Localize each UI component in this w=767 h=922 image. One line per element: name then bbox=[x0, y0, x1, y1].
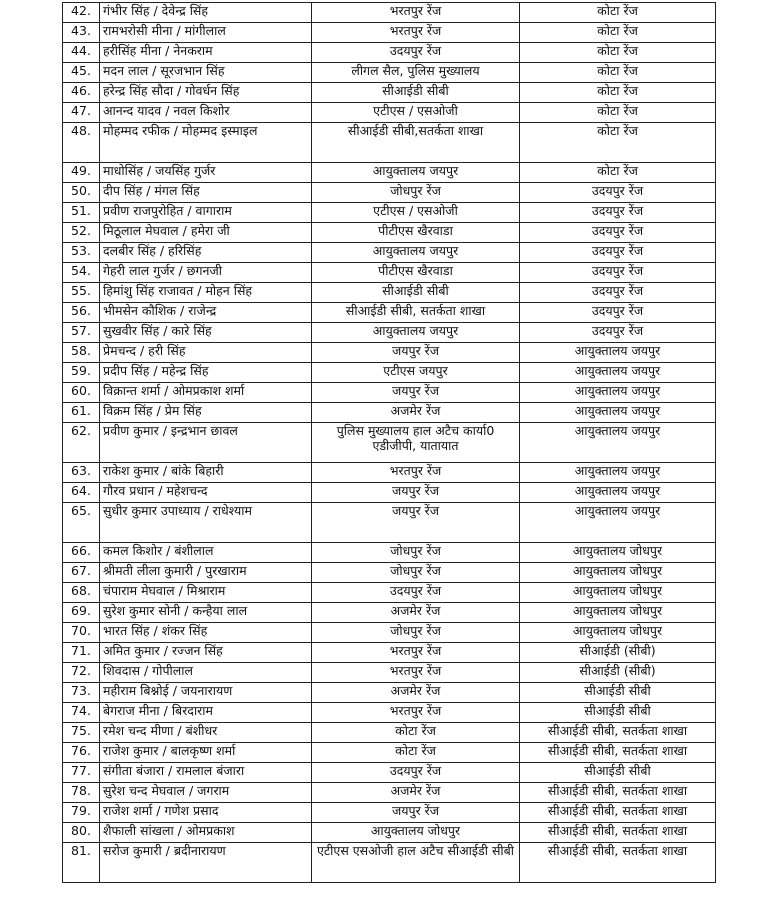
to-posting: कोटा रेंज bbox=[520, 163, 716, 183]
row-number: 79. bbox=[63, 803, 100, 823]
row-number: 50. bbox=[63, 183, 100, 203]
table-row bbox=[63, 3, 716, 23]
to-posting: उदयपुर रेंज bbox=[520, 263, 716, 283]
employee-name: भीमसेन कौशिक / राजेन्द्र bbox=[100, 303, 312, 323]
row-number: 71. bbox=[63, 643, 100, 663]
row-number: 74. bbox=[63, 703, 100, 723]
to-posting: सीआईडी सीबी, सतर्कता शाखा bbox=[520, 823, 716, 843]
to-posting: सीआईडी सीबी bbox=[520, 703, 716, 723]
table-row bbox=[63, 643, 716, 663]
row-number: 66. bbox=[63, 543, 100, 563]
employee-name: हरेन्द्र सिंह सौदा / गोवर्धन सिंह bbox=[100, 83, 312, 103]
from-posting: भरतपुर रेंज bbox=[312, 703, 520, 723]
employee-name: आनन्द यादव / नवल किशोर bbox=[100, 103, 312, 123]
row-number: 81. bbox=[63, 843, 100, 883]
table-row bbox=[63, 483, 716, 503]
table-row bbox=[63, 723, 716, 743]
table-row bbox=[63, 803, 716, 823]
employee-name: भारत सिंह / शंकर सिंह bbox=[100, 623, 312, 643]
to-posting: उदयपुर रेंज bbox=[520, 283, 716, 303]
table-row bbox=[63, 163, 716, 183]
to-posting: आयुक्तालय जोधपुर bbox=[520, 583, 716, 603]
row-number: 56. bbox=[63, 303, 100, 323]
table-row bbox=[63, 743, 716, 763]
employee-name: संगीता बंजारा / रामलाल बंजारा bbox=[100, 763, 312, 783]
table-row bbox=[63, 283, 716, 303]
employee-name: दलबीर सिंह / हरिसिंह bbox=[100, 243, 312, 263]
to-posting: आयुक्तालय जयपुर bbox=[520, 343, 716, 363]
employee-name: सुधीर कुमार उपाध्याय / राधेश्याम bbox=[100, 503, 312, 543]
from-posting: आयुक्तालय जयपुर bbox=[312, 323, 520, 343]
table-row bbox=[63, 563, 716, 583]
row-number: 46. bbox=[63, 83, 100, 103]
from-posting: अजमेर रेंज bbox=[312, 403, 520, 423]
row-number: 67. bbox=[63, 563, 100, 583]
table-row bbox=[63, 703, 716, 723]
row-number: 73. bbox=[63, 683, 100, 703]
from-posting: जोधपुर रेंज bbox=[312, 623, 520, 643]
from-posting: उदयपुर रेंज bbox=[312, 43, 520, 63]
employee-name: सुरेश कुमार सोनी / कन्हैया लाल bbox=[100, 603, 312, 623]
from-posting: जयपुर रेंज bbox=[312, 483, 520, 503]
from-posting: लीगल सैल, पुलिस मुख्यालय bbox=[312, 63, 520, 83]
table-row bbox=[63, 183, 716, 203]
row-number: 76. bbox=[63, 743, 100, 763]
from-posting: भरतपुर रेंज bbox=[312, 643, 520, 663]
from-posting: आयुक्तालय जोधपुर bbox=[312, 823, 520, 843]
to-posting: कोटा रेंज bbox=[520, 103, 716, 123]
from-posting: जयपुर रेंज bbox=[312, 503, 520, 543]
employee-name: सरोज कुमारी / ब्रदीनारायण bbox=[100, 843, 312, 883]
row-number: 59. bbox=[63, 363, 100, 383]
table-row bbox=[63, 203, 716, 223]
table-row bbox=[63, 363, 716, 383]
table-row bbox=[63, 823, 716, 843]
employee-name: श्रीमती लीला कुमारी / पुरखाराम bbox=[100, 563, 312, 583]
employee-name: महीराम बिश्नोई / जयनारायण bbox=[100, 683, 312, 703]
row-number: 42. bbox=[63, 3, 100, 23]
to-posting: उदयपुर रेंज bbox=[520, 183, 716, 203]
to-posting: सीआईडी सीबी bbox=[520, 683, 716, 703]
employee-name: मिठूलाल मेघवाल / हमेरा जी bbox=[100, 223, 312, 243]
table-row bbox=[63, 783, 716, 803]
row-number: 70. bbox=[63, 623, 100, 643]
row-number: 77. bbox=[63, 763, 100, 783]
employee-name: प्रदीप सिंह / महेन्द्र सिंह bbox=[100, 363, 312, 383]
to-posting: सीआईडी सीबी, सतर्कता शाखा bbox=[520, 783, 716, 803]
from-posting: पुलिस मुख्यालय हाल अटैच कार्या0 एडीजीपी, यातायात bbox=[312, 423, 520, 463]
transfer-table bbox=[62, 2, 716, 883]
employee-name: राजेश कुमार / बालकृष्ण शर्मा bbox=[100, 743, 312, 763]
from-posting: सीआईडी सीबी bbox=[312, 83, 520, 103]
employee-name: प्रवीण कुमार / इन्द्रभान छावल bbox=[100, 423, 312, 463]
from-posting: सीआईडी सीबी, सतर्कता शाखा bbox=[312, 303, 520, 323]
from-posting: एटीएस / एसओजी bbox=[312, 103, 520, 123]
to-posting: आयुक्तालय जयपुर bbox=[520, 503, 716, 543]
employee-name: विक्रम सिंह / प्रेम सिंह bbox=[100, 403, 312, 423]
to-posting: आयुक्तालय जोधपुर bbox=[520, 603, 716, 623]
employee-name: विक्रान्त शर्मा / ओमप्रकाश शर्मा bbox=[100, 383, 312, 403]
employee-name: कमल किशोर / बंशीलाल bbox=[100, 543, 312, 563]
table-row bbox=[63, 223, 716, 243]
employee-name: सुखवीर सिंह / कारे सिंह bbox=[100, 323, 312, 343]
row-number: 43. bbox=[63, 23, 100, 43]
table-row bbox=[63, 23, 716, 43]
employee-name: रामभरोसी मीना / मांगीलाल bbox=[100, 23, 312, 43]
table-row bbox=[63, 303, 716, 323]
row-number: 69. bbox=[63, 603, 100, 623]
to-posting: आयुक्तालय जोधपुर bbox=[520, 543, 716, 563]
to-posting: आयुक्तालय जयपुर bbox=[520, 483, 716, 503]
row-number: 57. bbox=[63, 323, 100, 343]
to-posting: सीआईडी सीबी, सतर्कता शाखा bbox=[520, 743, 716, 763]
to-posting: आयुक्तालय जोधपुर bbox=[520, 623, 716, 643]
from-posting: पीटीएस खैरवाडा bbox=[312, 223, 520, 243]
row-number: 80. bbox=[63, 823, 100, 843]
employee-name: शैफाली सांखला / ओमप्रकाश bbox=[100, 823, 312, 843]
from-posting: जयपुर रेंज bbox=[312, 383, 520, 403]
transfer-table-body bbox=[63, 3, 716, 883]
from-posting: भरतपुर रेंज bbox=[312, 23, 520, 43]
employee-name: दीप सिंह / मंगल सिंह bbox=[100, 183, 312, 203]
row-number: 47. bbox=[63, 103, 100, 123]
to-posting: कोटा रेंज bbox=[520, 3, 716, 23]
from-posting: उदयपुर रेंज bbox=[312, 583, 520, 603]
from-posting: जोधपुर रेंज bbox=[312, 563, 520, 583]
to-posting: आयुक्तालय जयपुर bbox=[520, 463, 716, 483]
from-posting: जयपुर रेंज bbox=[312, 803, 520, 823]
from-posting: भरतपुर रेंज bbox=[312, 3, 520, 23]
row-number: 52. bbox=[63, 223, 100, 243]
to-posting: उदयपुर रेंज bbox=[520, 303, 716, 323]
table-row bbox=[63, 323, 716, 343]
table-row bbox=[63, 123, 716, 163]
from-posting: आयुक्तालय जयपुर bbox=[312, 163, 520, 183]
table-row bbox=[63, 583, 716, 603]
table-row bbox=[63, 463, 716, 483]
row-number: 44. bbox=[63, 43, 100, 63]
to-posting: कोटा रेंज bbox=[520, 23, 716, 43]
table-row bbox=[63, 63, 716, 83]
employee-name: रमेश चन्द मीणा / बंशीधर bbox=[100, 723, 312, 743]
to-posting: आयुक्तालय जोधपुर bbox=[520, 563, 716, 583]
employee-name: प्रेमचन्द / हरी सिंह bbox=[100, 343, 312, 363]
employee-name: अमित कुमार / रज्जन सिंह bbox=[100, 643, 312, 663]
employee-name: राजेश शर्मा / गणेश प्रसाद bbox=[100, 803, 312, 823]
table-row bbox=[63, 543, 716, 563]
row-number: 54. bbox=[63, 263, 100, 283]
from-posting: जोधपुर रेंज bbox=[312, 183, 520, 203]
row-number: 53. bbox=[63, 243, 100, 263]
to-posting: सीआईडी सीबी, सतर्कता शाखा bbox=[520, 843, 716, 883]
from-posting: आयुक्तालय जयपुर bbox=[312, 243, 520, 263]
row-number: 72. bbox=[63, 663, 100, 683]
to-posting: कोटा रेंज bbox=[520, 123, 716, 163]
from-posting: एटीएस / एसओजी bbox=[312, 203, 520, 223]
table-row bbox=[63, 383, 716, 403]
row-number: 75. bbox=[63, 723, 100, 743]
row-number: 45. bbox=[63, 63, 100, 83]
table-row bbox=[63, 243, 716, 263]
employee-name: प्रवीण राजपुरोहित / वागाराम bbox=[100, 203, 312, 223]
table-row bbox=[63, 763, 716, 783]
employee-name: राकेश कुमार / बांके बिहारी bbox=[100, 463, 312, 483]
row-number: 49. bbox=[63, 163, 100, 183]
table-row bbox=[63, 623, 716, 643]
table-row bbox=[63, 603, 716, 623]
table-row bbox=[63, 423, 716, 463]
to-posting: उदयपुर रेंज bbox=[520, 203, 716, 223]
from-posting: कोटा रेंज bbox=[312, 723, 520, 743]
to-posting: आयुक्तालय जयपुर bbox=[520, 383, 716, 403]
table-row bbox=[63, 43, 716, 63]
employee-name: मोहम्मद रफीक / मोहम्मद इस्माइल bbox=[100, 123, 312, 163]
from-posting: अजमेर रेंज bbox=[312, 783, 520, 803]
row-number: 65. bbox=[63, 503, 100, 543]
to-posting: कोटा रेंज bbox=[520, 43, 716, 63]
row-number: 60. bbox=[63, 383, 100, 403]
from-posting: एटीएस जयपुर bbox=[312, 363, 520, 383]
employee-name: गेहरी लाल गुर्जर / छगनजी bbox=[100, 263, 312, 283]
table-row bbox=[63, 403, 716, 423]
from-posting: अजमेर रेंज bbox=[312, 603, 520, 623]
from-posting: जयपुर रेंज bbox=[312, 343, 520, 363]
from-posting: जोधपुर रेंज bbox=[312, 543, 520, 563]
to-posting: कोटा रेंज bbox=[520, 63, 716, 83]
employee-name: गंभीर सिंह / देवेन्द्र सिंह bbox=[100, 3, 312, 23]
from-posting: पीटीएस खैरवाडा bbox=[312, 263, 520, 283]
table-row bbox=[63, 663, 716, 683]
row-number: 68. bbox=[63, 583, 100, 603]
to-posting: आयुक्तालय जयपुर bbox=[520, 363, 716, 383]
to-posting: उदयपुर रेंज bbox=[520, 243, 716, 263]
table-row bbox=[63, 343, 716, 363]
table-row bbox=[63, 83, 716, 103]
to-posting: सीआईडी सीबी, सतर्कता शाखा bbox=[520, 723, 716, 743]
employee-name: गौरव प्रधान / महेशचन्द bbox=[100, 483, 312, 503]
to-posting: कोटा रेंज bbox=[520, 83, 716, 103]
employee-name: शिवदास / गोपीलाल bbox=[100, 663, 312, 683]
table-row bbox=[63, 503, 716, 543]
table-row bbox=[63, 103, 716, 123]
employee-name: चंपाराम मेघवाल / मिश्राराम bbox=[100, 583, 312, 603]
from-posting: भरतपुर रेंज bbox=[312, 663, 520, 683]
employee-name: माधोसिंह / जयसिंह गुर्जर bbox=[100, 163, 312, 183]
employee-name: हरीसिंह मीना / नेनकराम bbox=[100, 43, 312, 63]
employee-name: बेगराज मीना / बिरदाराम bbox=[100, 703, 312, 723]
to-posting: सीआईडी सीबी, सतर्कता शाखा bbox=[520, 803, 716, 823]
from-posting: कोटा रेंज bbox=[312, 743, 520, 763]
to-posting: आयुक्तालय जयपुर bbox=[520, 403, 716, 423]
row-number: 62. bbox=[63, 423, 100, 463]
from-posting: सीआईडी सीबी,सतर्कता शाखा bbox=[312, 123, 520, 163]
to-posting: उदयपुर रेंज bbox=[520, 323, 716, 343]
to-posting: सीआईडी सीबी bbox=[520, 763, 716, 783]
to-posting: उदयपुर रेंज bbox=[520, 223, 716, 243]
employee-name: हिमांशु सिंह राजावत / मोहन सिंह bbox=[100, 283, 312, 303]
from-posting: भरतपुर रेंज bbox=[312, 463, 520, 483]
employee-name: सुरेश चन्द मेघवाल / जगराम bbox=[100, 783, 312, 803]
row-number: 58. bbox=[63, 343, 100, 363]
row-number: 61. bbox=[63, 403, 100, 423]
table-row bbox=[63, 843, 716, 883]
to-posting: सीआईडी (सीबी) bbox=[520, 663, 716, 683]
employee-name: मदन लाल / सूरजभान सिंह bbox=[100, 63, 312, 83]
to-posting: आयुक्तालय जयपुर bbox=[520, 423, 716, 463]
from-posting: सीआईडी सीबी bbox=[312, 283, 520, 303]
table-row bbox=[63, 263, 716, 283]
row-number: 78. bbox=[63, 783, 100, 803]
from-posting: उदयपुर रेंज bbox=[312, 763, 520, 783]
row-number: 55. bbox=[63, 283, 100, 303]
row-number: 64. bbox=[63, 483, 100, 503]
row-number: 63. bbox=[63, 463, 100, 483]
row-number: 48. bbox=[63, 123, 100, 163]
row-number: 51. bbox=[63, 203, 100, 223]
to-posting: सीआईडी (सीबी) bbox=[520, 643, 716, 663]
from-posting: अजमेर रेंज bbox=[312, 683, 520, 703]
from-posting: एटीएस एसओजी हाल अटैच सीआईडी सीबी bbox=[312, 843, 520, 883]
table-row bbox=[63, 683, 716, 703]
